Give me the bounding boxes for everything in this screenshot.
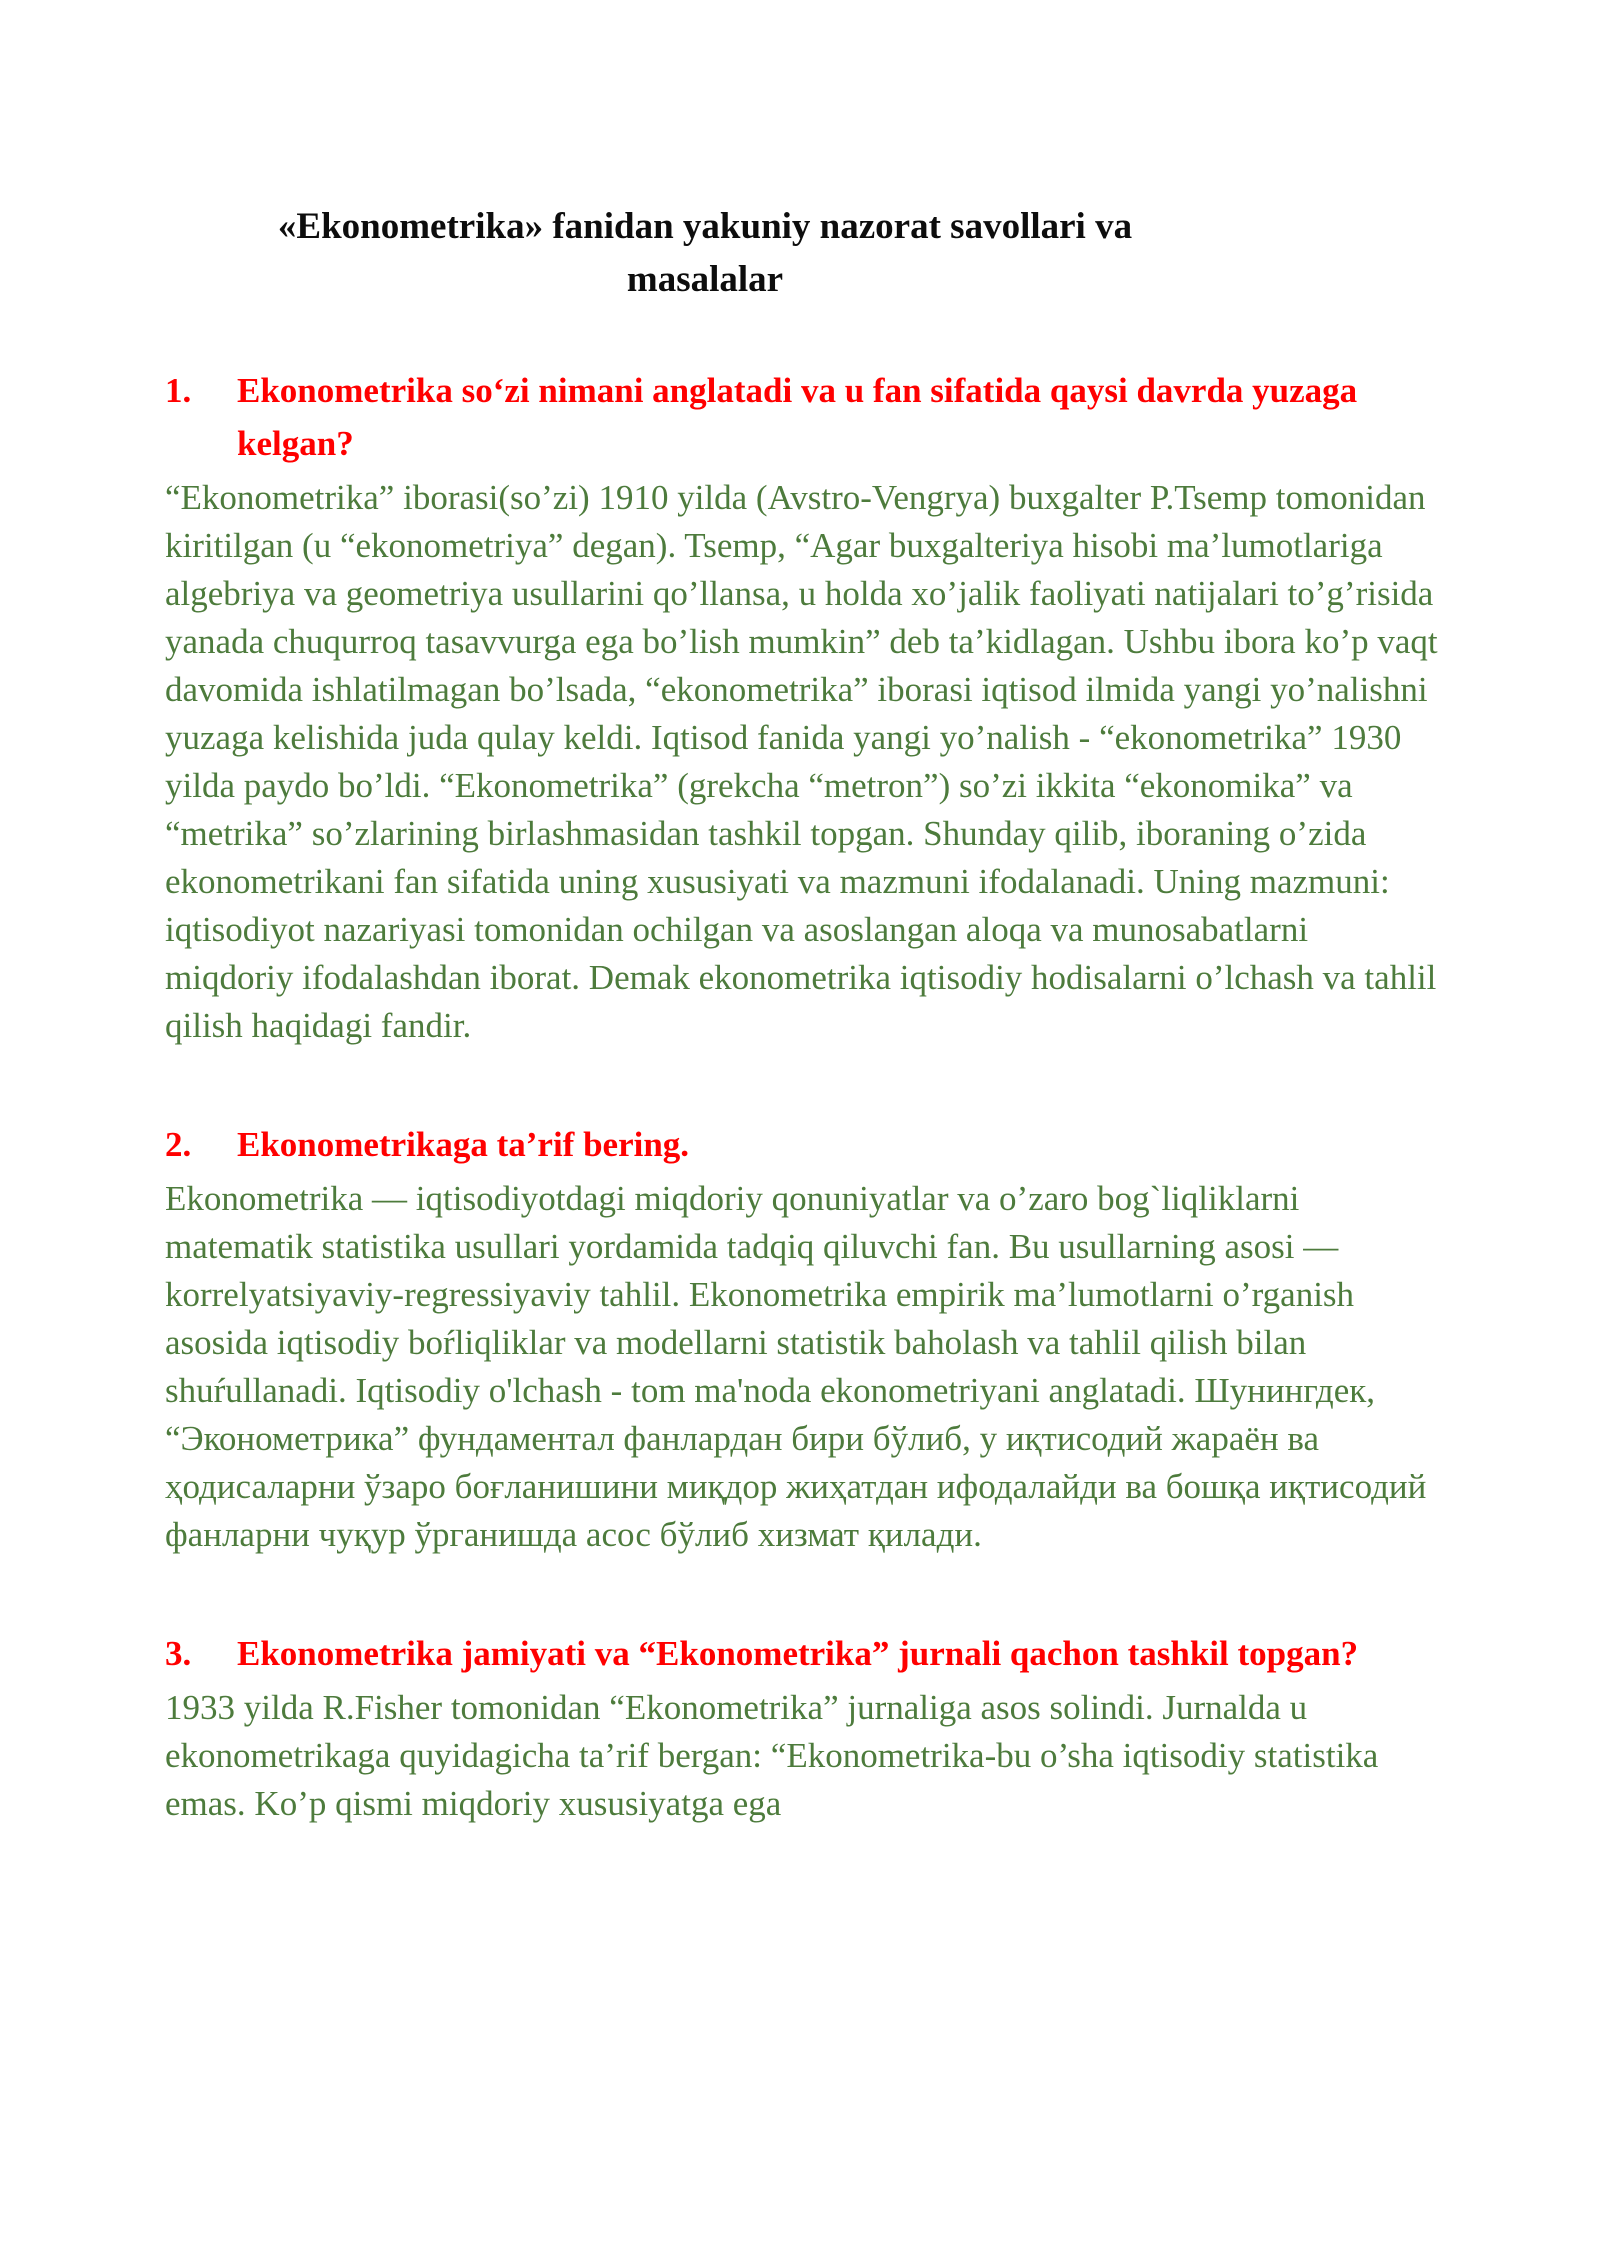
question-1-number: 1.: [165, 371, 192, 410]
question-3-text: Ekonometrika jamiyati va “Ekonometrika” jurnali qachon tashkil topgan?: [237, 1634, 1359, 1673]
page-title: [165, 200, 1245, 306]
page-title-line1: «Ekonometrika» fanidan yakuniy nazorat savollari va: [277, 206, 1133, 247]
answer-2-text: Ekonometrika — iqtisodiyotdagi miqdoriy qonuniyatlar va o’zaro bog`liqliklarni matematik statistika usullari yordamida tadqiq qiluvchi fan. Bu usullarning asosi — korrelyatsiyaviy-regressiyaviy tahlil. Ekonometrika empirik ma’lumotlarni o’rganish asosida iqtisodiy boŕliqliklar va modellarni statistik baholash va tahlil qilish bilan shuŕullanadi. Iqtisodiy o'lchash - tom ma'noda ekonometriyani anglatadi. Шунингдек, “Эконометрика” фундаментал фанлардан бири бўлиб, у иқтисодий жараён ва ҳодисаларни ўзаро боғланишини миқдор жиҳатдан ифодалайди ва бошқа иқтисодий фанларни чуқур ўрганишда асос бўлиб хизмат қилади.: [165, 1179, 1427, 1554]
question-2-heading: [165, 1118, 1440, 1171]
qa-block-3: [165, 1627, 1440, 1828]
answer-3-text: 1933 yilda R.Fisher tomonidan “Ekonometrika” jurnaliga asos solindi. Jurnalda u ekonometrikaga quyidagicha ta’rif bergan: “Ekonometrika-bu o’sha iqtisodiy statistika emas. Ko’p qismi miqdoriy xususiyatga ega: [165, 1688, 1379, 1823]
answer-1-text: “Ekonometrika” iborasi(so’zi) 1910 yilda (Avstro-Vengrya) buxgalter P.Tsemp tomonidan kiritilgan (u “ekonometriya” degan). Tsemp, “Agar buxgalteriya hisobi ma’lumotlariga algebriya va geometriya usullarini qo’llansa, u holda xo’jalik faoliyati natijalari to’g’risida yanada chuqurroq tasavvurga ega bo’lish mumkin” deb ta’kidlagan. Ushbu ibora ko’p vaqt davomida ishlatilmagan bo’lsada, “ekonometrika” iborasi iqtisod ilmida yangi yo’nalishni yuzaga kelishida juda qulay keldi. Iqtisod fanida yangi yo’nalish - “ekonometrika” 1930 yilda paydo bo’ldi. “Ekonometrika” (grekcha “metron”) so’zi ikkita “ekonomika” va “metrika” so’zlarining birlashmasidan tashkil topgan. Shunday qilib, iboraning o’zida ekonometrikani fan sifatida uning xususiyati va mazmuni ifodalanadi. Uning mazmuni: iqtisodiyot nazariyasi tomonidan ochilgan va asoslangan aloqa va munosabatlarni miqdoriy ifodalashdan iborat. Demak ekonometrika iqtisodiy hodisalarni o’lchash va tahlil qilish haqidagi fandir.: [165, 478, 1438, 1045]
question-3-number: 3.: [165, 1634, 192, 1673]
qa-block-1: [165, 364, 1440, 1050]
qa-block-2: [165, 1118, 1440, 1559]
page-title-line2: masalalar: [626, 259, 784, 300]
question-1-text: Ekonometrika so‘zi nimani anglatadi va u fan sifatida qaysi davrda yuzaga kelgan?: [237, 371, 1358, 463]
question-2-text: Ekonometrikaga ta’rif bering.: [237, 1125, 690, 1164]
question-3-heading: [165, 1627, 1440, 1680]
question-1-heading: [165, 364, 1440, 470]
question-2-number: 2.: [165, 1125, 192, 1164]
